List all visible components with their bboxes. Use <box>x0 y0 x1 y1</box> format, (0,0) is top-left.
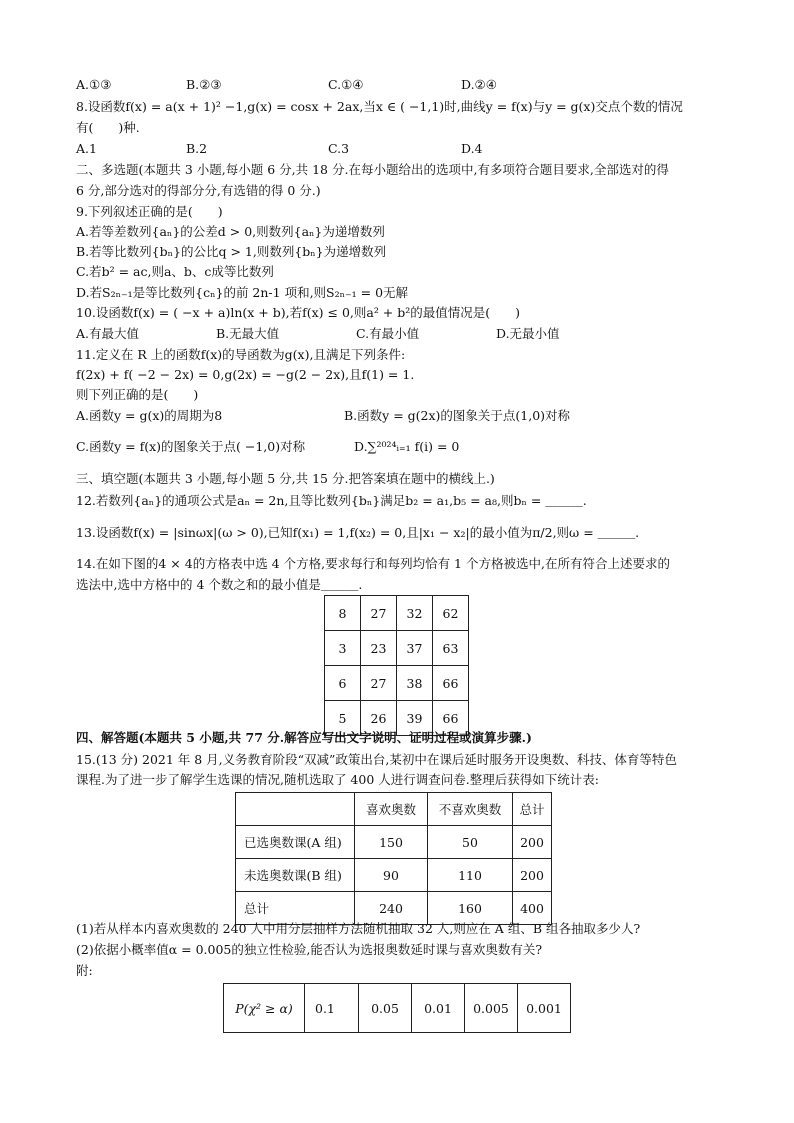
q11-option-d: D.∑²⁰²⁴ᵢ₌₁ f(i) = 0 <box>354 439 460 454</box>
q10-option-b: B.无最大值 <box>216 326 280 341</box>
q7-option-d: D.②④ <box>461 77 497 92</box>
section2-line1: 二、多选题(本题共 3 小题,每小题 6 分,共 18 分.在每小题给出的选项中,有多项符合题目要求,全部选对的得 <box>76 162 669 177</box>
q11-line2: f(2x) + f( −2 − 2x) = 0,g(2x) = −g(2 − 2x),且f(1) = 1. <box>76 367 415 382</box>
q15-appendix-label: 附: <box>76 963 93 978</box>
table-cell: 400 <box>513 892 552 925</box>
table-cell: 0.05 <box>359 984 412 1033</box>
table-cell: 0.01 <box>412 984 465 1033</box>
grid-cell: 26 <box>361 701 397 736</box>
grid-cell: 37 <box>397 631 433 666</box>
grid-cell: 62 <box>433 596 469 631</box>
table-cell: 110 <box>428 859 513 892</box>
table-row <box>236 859 552 892</box>
q14-line1: 14.在如下图的4 × 4的方格表中选 4 个方格,要求每行和每列均恰有 1 个方格被选中,在所有符合上述要求的 <box>76 556 670 571</box>
table-header-cell: 总计 <box>513 793 552 826</box>
table-cell: 200 <box>513 826 552 859</box>
q9-option-d: D.若S₂ₙ₋₁是等比数列{cₙ}的前 2n-1 项和,则S₂ₙ₋₁ = 0无解 <box>76 285 409 300</box>
grid-cell: 32 <box>397 596 433 631</box>
grid-row <box>325 631 469 666</box>
q8-line1: 8.设函数f(x) = a(x + 1)² −1,g(x) = cosx + 2ax,当x ∈ ( −1,1)时,曲线y = f(x)与y = g(x)交点个数的情况 <box>76 99 683 114</box>
q15-stat-table <box>235 792 552 925</box>
grid-row <box>325 666 469 701</box>
q15-line2: 课程.为了进一步了解学生选课的情况,随机选取了 400 人进行调查问卷.整理后获得如下统计表: <box>76 772 599 787</box>
grid-cell: 8 <box>325 596 361 631</box>
table-header-cell: 不喜欢奥数 <box>428 793 513 826</box>
q11-option-a: A.函数y = g(x)的周期为8 <box>76 408 223 423</box>
q10-option-a: A.有最大值 <box>76 326 140 341</box>
table-cell: 200 <box>513 859 552 892</box>
grid-cell: 5 <box>325 701 361 736</box>
q15-line1: 15.(13 分) 2021 年 8 月,义务教育阶段“双减”政策出台,某初中在课后延时服务开设奥数、科技、体育等特色 <box>76 752 677 767</box>
grid-cell: 66 <box>433 666 469 701</box>
grid-cell: 66 <box>433 701 469 736</box>
q14-line2: 选法中,选中方格中的 4 个数之和的最小值是＿＿＿. <box>76 577 363 592</box>
q10-option-d: D.无最小值 <box>496 326 560 341</box>
table-cell: 0.1 <box>305 984 359 1033</box>
table-cell: 总计 <box>236 892 355 925</box>
grid-cell: 3 <box>325 631 361 666</box>
grid-cell: 27 <box>361 666 397 701</box>
grid-cell: 27 <box>361 596 397 631</box>
table-cell: 150 <box>355 826 428 859</box>
section3-heading: 三、填空题(本题共 3 小题,每小题 5 分,共 15 分.把答案填在题中的横线上.) <box>76 471 495 486</box>
q11-option-b: B.函数y = g(2x)的图象关于点(1,0)对称 <box>344 408 571 423</box>
table-row <box>236 826 552 859</box>
q8-option-a: A.1 <box>76 141 97 156</box>
q9-stem: 9.下列叙述正确的是( ) <box>76 204 223 219</box>
grid-cell: 39 <box>397 701 433 736</box>
table-cell: 50 <box>428 826 513 859</box>
q13-text: 13.设函数f(x) = |sinωx|(ω > 0),已知f(x₁) = 1,f(x₂) = 0,且|x₁ − x₂|的最小值为π/2,则ω = ＿＿＿. <box>76 525 640 540</box>
q14-grid-table <box>324 595 469 736</box>
q11-line1: 11.定义在 R 上的函数f(x)的导函数为g(x),且满足下列条件: <box>76 347 406 362</box>
q15-part1: (1)若从样本内喜欢奥数的 240 人中用分层抽样方法随机抽取 32 人,则应在 A 组、B 组各抽取多少人? <box>76 921 641 936</box>
q8-line2: 有( )种. <box>76 120 140 135</box>
table-cell: 0.005 <box>465 984 518 1033</box>
q15-part2: (2)依据小概率值α = 0.005的独立性检验,能否认为选报奥数延时课与喜欢奥数有关? <box>76 942 543 957</box>
q7-option-a: A.①③ <box>76 77 112 92</box>
q8-option-c: C.3 <box>328 141 350 156</box>
grid-cell: 23 <box>361 631 397 666</box>
q12-text: 12.若数列{aₙ}的通项公式是aₙ = 2n,且等比数列{bₙ}满足b₂ = a₁,b₅ = a₈,则bₙ = ＿＿＿. <box>76 493 587 508</box>
table-row <box>224 984 571 1033</box>
q8-option-b: B.2 <box>186 141 208 156</box>
grid-cell: 38 <box>397 666 433 701</box>
section4-heading: 四、解答题(本题共 5 小题,共 77 分.解答应写出文字说明、证明过程或演算步骤.) <box>76 730 532 745</box>
q7-option-c: C.①④ <box>328 77 364 92</box>
table-cell: 已选奥数课(A 组) <box>236 826 355 859</box>
q11-option-c: C.函数y = f(x)的图象关于点( −1,0)对称 <box>76 439 306 454</box>
q9-option-b: B.若等比数列{bₙ}的公比q > 1,则数列{bₙ}为递增数列 <box>76 244 387 259</box>
table-cell: 90 <box>355 859 428 892</box>
table-cell: 未选奥数课(B 组) <box>236 859 355 892</box>
table-cell: 240 <box>355 892 428 925</box>
section2-line2: 6 分,部分选对的得部分分,有选错的得 0 分.) <box>76 183 321 198</box>
table-header-cell: 喜欢奥数 <box>355 793 428 826</box>
q9-option-c: C.若b² = ac,则a、b、c成等比数列 <box>76 264 274 279</box>
q15-probability-table <box>223 983 571 1033</box>
table-header-cell <box>236 793 355 826</box>
grid-cell: 6 <box>325 666 361 701</box>
table-cell: 160 <box>428 892 513 925</box>
q10-stem: 10.设函数f(x) = ( −x + a)ln(x + b),若f(x) ≤ 0,则a² + b²的最值情况是( ) <box>76 305 521 320</box>
q11-line3: 则下列正确的是( ) <box>76 387 199 402</box>
grid-row <box>325 596 469 631</box>
table-cell: 0.001 <box>518 984 571 1033</box>
q9-option-a: A.若等差数列{aₙ}的公差d > 0,则数列{aₙ}为递增数列 <box>76 224 385 239</box>
q10-option-c: C.有最小值 <box>356 326 420 341</box>
q7-option-b: B.②③ <box>186 77 222 92</box>
table-cell: P(χ² ≥ α) <box>224 984 305 1033</box>
q8-option-d: D.4 <box>461 141 483 156</box>
grid-cell: 63 <box>433 631 469 666</box>
table-header-row <box>236 793 552 826</box>
